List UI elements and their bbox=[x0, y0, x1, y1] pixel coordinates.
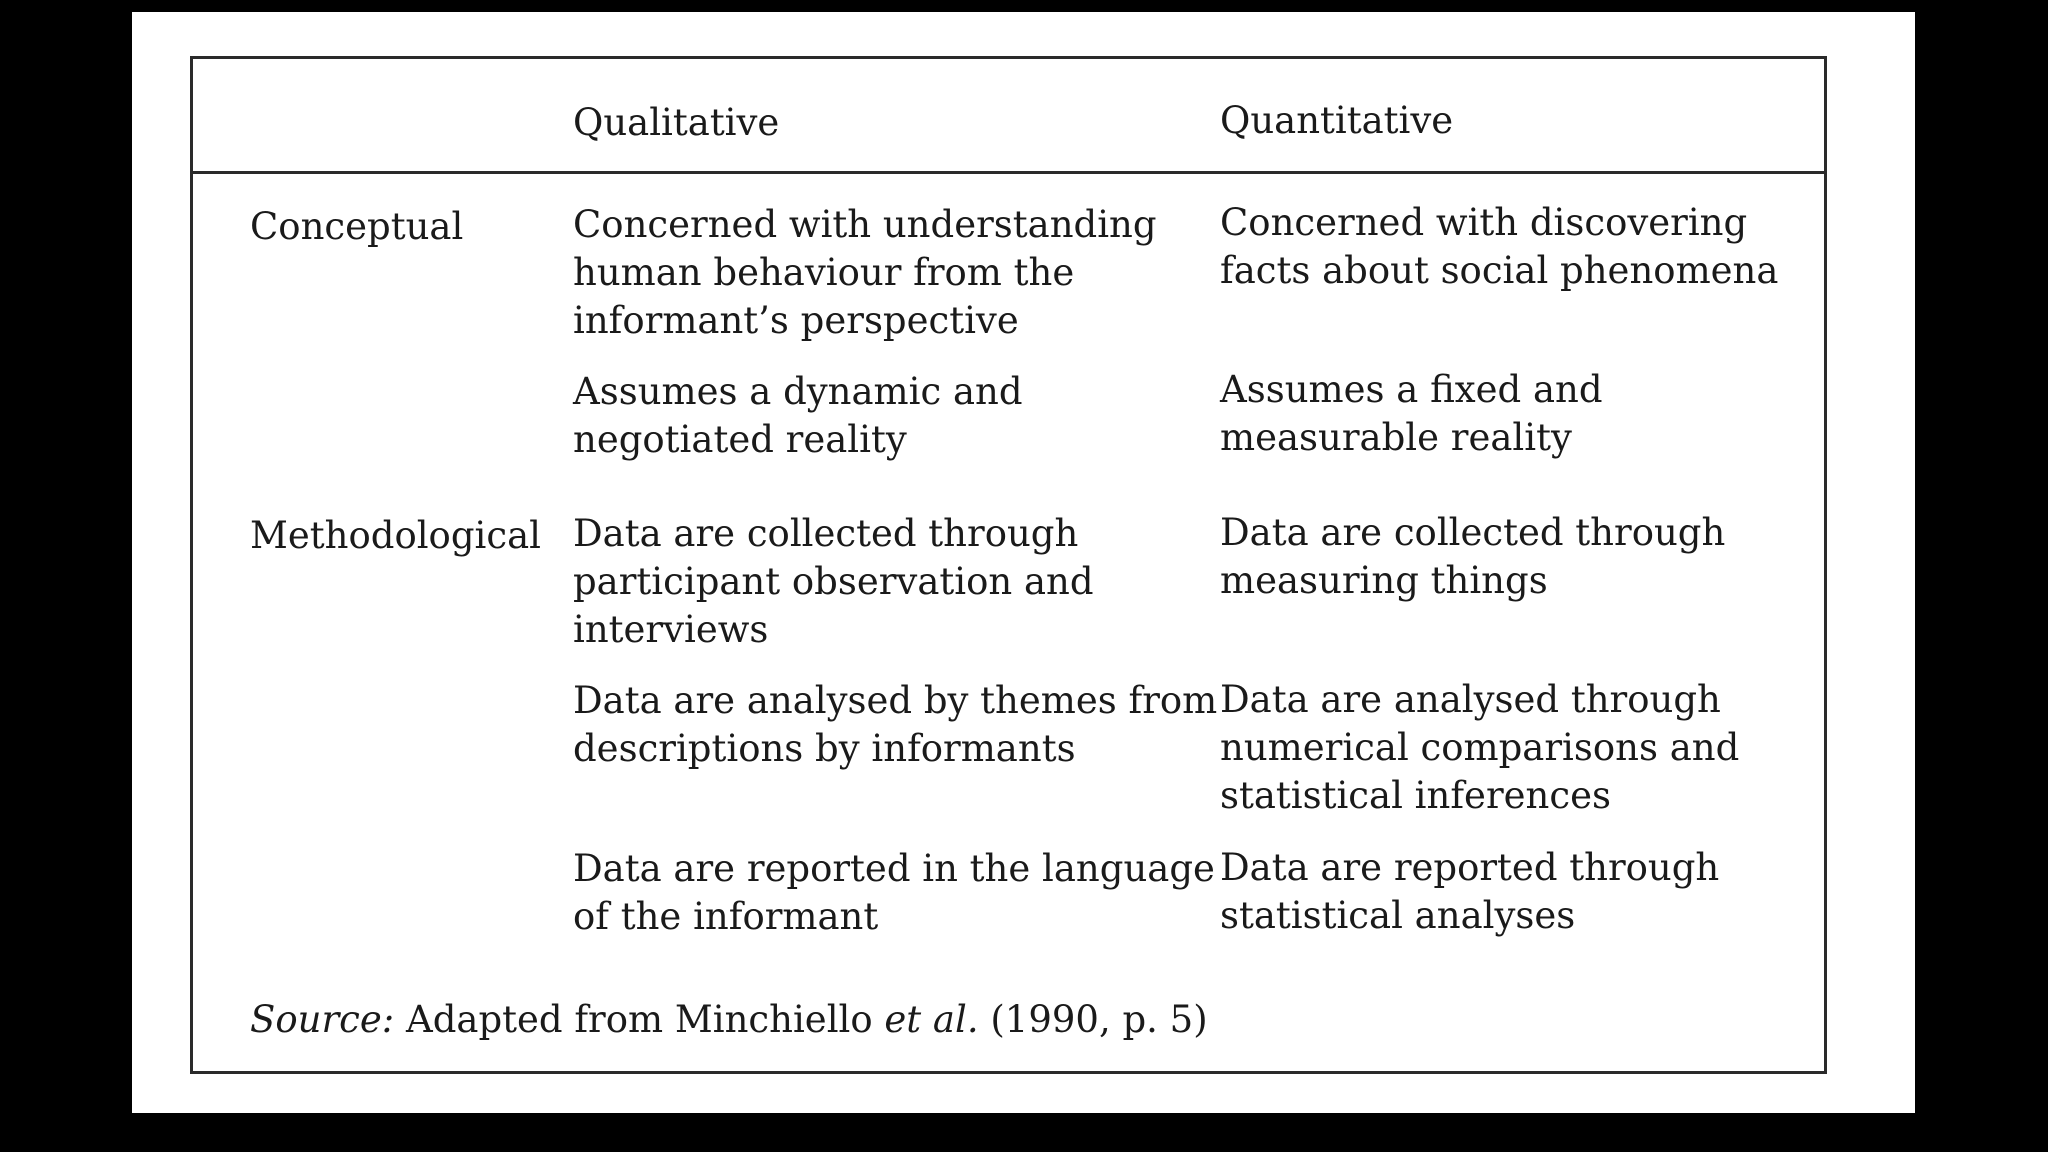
cell-line: Data are reported through bbox=[1220, 846, 1720, 889]
source-text: Adapted from Minchiello bbox=[406, 998, 873, 1041]
table-cell-qualitative bbox=[573, 845, 1215, 941]
table-cell-qualitative bbox=[573, 201, 1157, 345]
header-quantitative: Quantitative bbox=[1220, 99, 1454, 142]
source-citation: (1990, p. 5) bbox=[990, 998, 1208, 1041]
table-cell-quantitative bbox=[1220, 844, 1719, 940]
cell-line: measurable reality bbox=[1220, 416, 1572, 459]
cell-line: numerical comparisons and bbox=[1220, 726, 1740, 769]
table-cell-qualitative bbox=[573, 368, 1023, 464]
cell-line: measuring things bbox=[1220, 559, 1548, 602]
table-cell-qualitative bbox=[573, 510, 1094, 654]
header-divider bbox=[193, 171, 1824, 174]
cell-line: Assumes a fixed and bbox=[1220, 368, 1603, 411]
header-qualitative: Qualitative bbox=[573, 101, 780, 144]
cell-line: statistical analyses bbox=[1220, 894, 1576, 937]
source-label: Source: bbox=[250, 998, 395, 1041]
table-cell-quantitative bbox=[1220, 509, 1725, 605]
cell-line: Data are analysed by themes from bbox=[573, 679, 1218, 722]
table-cell-qualitative bbox=[573, 677, 1217, 773]
row-label-conceptual: Conceptual bbox=[250, 205, 464, 248]
cell-line: Assumes a dynamic and bbox=[573, 370, 1023, 413]
cell-line: of the informant bbox=[573, 895, 879, 938]
cell-line: descriptions by informants bbox=[573, 727, 1076, 770]
cell-line: informant’s perspective bbox=[573, 299, 1019, 342]
cell-line: Data are collected through bbox=[1220, 511, 1726, 554]
cell-line: human behaviour from the bbox=[573, 251, 1075, 294]
cell-line: participant observation and bbox=[573, 560, 1094, 603]
cell-line: Data are analysed through bbox=[1220, 678, 1721, 721]
cell-line: Concerned with understanding bbox=[573, 203, 1157, 246]
table-cell-quantitative bbox=[1220, 676, 1739, 820]
cell-line: negotiated reality bbox=[573, 418, 907, 461]
row-label-methodological: Methodological bbox=[250, 514, 541, 557]
cell-line: facts about social phenomena bbox=[1220, 249, 1779, 292]
table-cell-quantitative bbox=[1220, 366, 1603, 462]
cell-line: Data are collected through bbox=[573, 512, 1079, 555]
comparison-table bbox=[190, 56, 1827, 1074]
document-page bbox=[132, 12, 1915, 1113]
source-note bbox=[250, 996, 1208, 1044]
source-etal: et al. bbox=[884, 998, 979, 1041]
cell-line: Concerned with discovering bbox=[1220, 201, 1748, 244]
cell-line: Data are reported in the language bbox=[573, 847, 1215, 890]
table-cell-quantitative bbox=[1220, 199, 1778, 295]
cell-line: interviews bbox=[573, 608, 769, 651]
cell-line: statistical inferences bbox=[1220, 774, 1611, 817]
